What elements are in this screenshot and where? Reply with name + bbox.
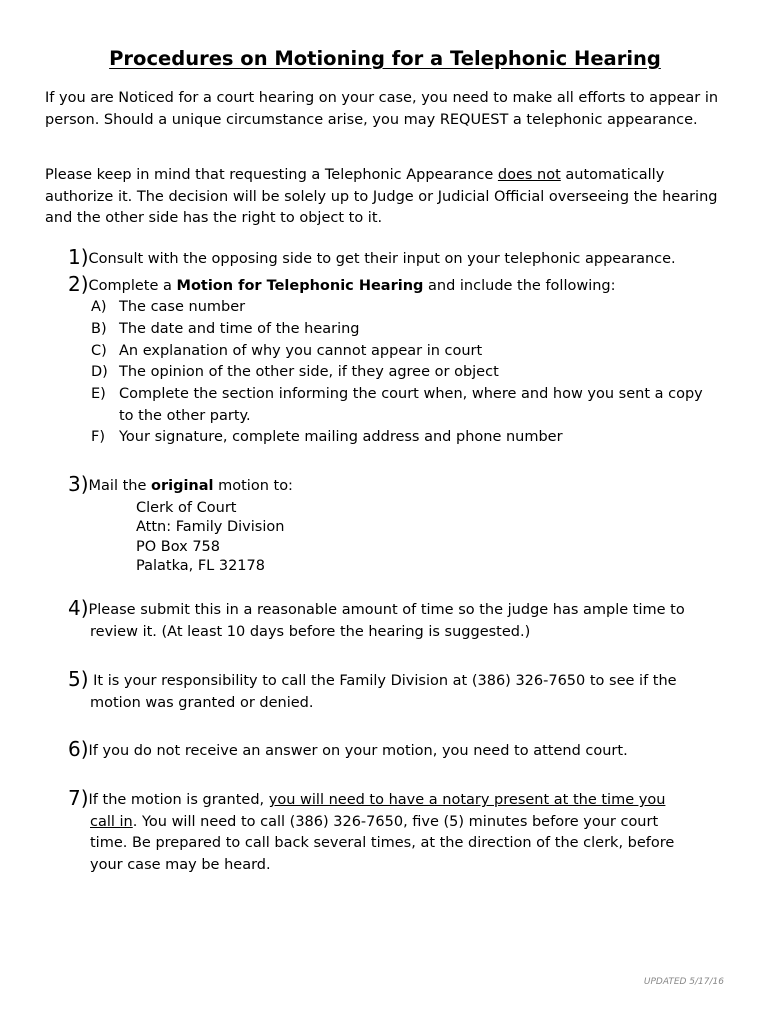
keep-in-mind-emphasis: does not [497, 167, 561, 183]
step-7-line-2-rest: . You will need to call (386) 326-7650, five (5) minutes before your court [132, 813, 659, 830]
step-5-line-2: motion was granted or denied. [90, 694, 314, 711]
step-4-number: 4) [68, 596, 89, 620]
address-line-2: Attn: Family Division [136, 519, 285, 536]
address-line-4: Palatka, FL 32178 [136, 558, 265, 575]
keep-in-mind-before: Please keep in mind that requesting a Telephonic Appearance [45, 167, 498, 183]
step-7-line-4: your case may be heard. [90, 856, 271, 873]
step-6-text: If you do not receive an answer on your motion, you need to attend court. [88, 743, 628, 759]
sub-item-b [91, 319, 711, 341]
sub-item-d [91, 362, 711, 384]
step-3-bold: original [151, 478, 214, 494]
mailing-address [136, 499, 536, 577]
step-1-number: 1) [68, 245, 89, 269]
step-7-line-1a: If the motion is granted, [88, 792, 269, 808]
sub-item-d-letter: D) [91, 364, 108, 380]
sub-item-f-text: Your signature, complete mailing address and phone number [119, 429, 563, 445]
address-line-1: Clerk of Court [136, 500, 237, 516]
step-7-number: 7) [68, 786, 89, 810]
step-7 [68, 788, 728, 876]
step-1 [68, 247, 728, 271]
step-2-number: 2) [68, 272, 89, 296]
step-2 [68, 274, 728, 298]
step-7-line-2 [68, 812, 728, 834]
sub-item-b-text: The date and time of the hearing [119, 321, 360, 337]
keep-in-mind-after: automatically authorize it. The decision will be solely up to Judge or Judicial Official overseeing the hearing and the other side has the right to object to it. [45, 167, 718, 227]
updated-date-footer: UPDATED 5/17/16 [643, 977, 724, 987]
step-7-line-1u: you will need to have a notary present at the time you [268, 792, 666, 808]
address-line-3: PO Box 758 [136, 538, 221, 555]
step-3 [68, 474, 728, 498]
keep-in-mind-paragraph [45, 165, 735, 230]
step-5 [68, 669, 728, 714]
step-6-number: 6) [68, 737, 89, 761]
sub-item-e [91, 384, 711, 427]
sub-item-c-letter: C) [91, 343, 107, 359]
sub-item-a-letter: A) [91, 299, 107, 315]
sub-item-b-letter: B) [91, 321, 107, 337]
step-5-number: 5) [68, 667, 89, 691]
sub-item-d-text: The opinion of the other side, if they agree or object [119, 364, 499, 380]
step-5-line-1: It is your responsibility to call the Family Division at (386) 326-7650 to see if the [88, 673, 677, 689]
step-2-bold: Motion for Telephonic Hearing [176, 278, 424, 294]
sub-item-f [91, 427, 711, 449]
step-4-line-2: review it. (At least 10 days before the hearing is suggested.) [90, 623, 531, 640]
step-3-number: 3) [68, 472, 89, 496]
intro-paragraph: If you are Noticed for a court hearing on your case, you need to make all efforts to appear in person. Should a unique circumstance arise, you may REQUEST a telephonic appearance. [45, 90, 719, 128]
sub-item-a [91, 297, 711, 319]
step-4-line-1: Please submit this in a reasonable amount of time so the judge has ample time to [88, 602, 685, 618]
sub-item-c-text: An explanation of why you cannot appear in court [119, 343, 483, 359]
step-3-before: Mail the [88, 478, 151, 494]
sub-item-e-letter: E) [91, 386, 106, 402]
sub-item-c [91, 341, 711, 363]
step-3-after: motion to: [213, 478, 293, 494]
step-7-line-3: time. Be prepared to call back several times, at the direction of the clerk, before [90, 835, 675, 852]
step-7-line-2u: call in [90, 813, 133, 830]
step-4 [68, 598, 728, 643]
step-6 [68, 739, 728, 763]
step-1-text: Consult with the opposing side to get their input on your telephonic appearance. [88, 251, 676, 267]
sub-item-a-text: The case number [119, 299, 246, 315]
sub-item-e-text: Complete the section informing the court when, where and how you sent a copy to the other party. [119, 386, 703, 424]
step-2-before: Complete a [88, 278, 177, 294]
step-2-after: and include the following: [423, 278, 616, 294]
page-title: Procedures on Motioning for a Telephonic Hearing [109, 47, 661, 70]
sub-item-f-letter: F) [91, 429, 105, 445]
